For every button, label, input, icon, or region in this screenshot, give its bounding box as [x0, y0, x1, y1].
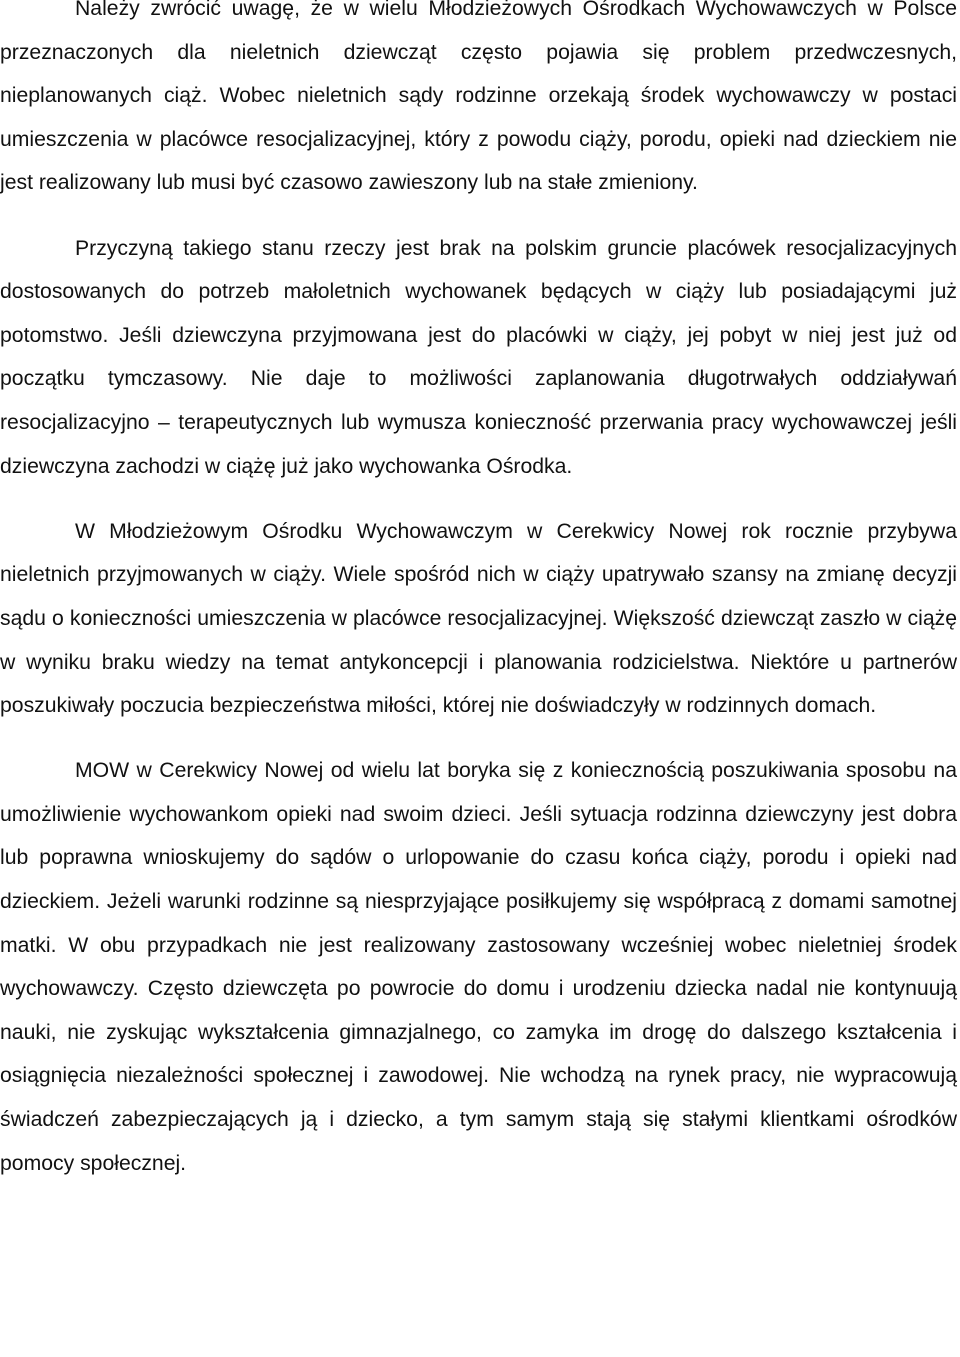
paragraph-2: Przyczyną takiego stanu rzeczy jest brak na polskim gruncie placówek resocjalizacyjnych dostosowanych do potrzeb małoletnich wychowanek będących w ciąży lub posiadającymi już potomstwo. Jeśli dziewczyna przyjmowana jest do placówki w ciąży, jej pobyt w niej jest już od początku tymczasowy. Nie daje to możliwości zaplanowania długotrwałych oddziaływań resocjalizacyjno – terapeutycznych lub wymusza konieczność przerwania pracy wychowawczej jeśli dziewczyna zachodzi w ciążę już jako wychowanka Ośrodka.: [0, 236, 957, 478]
paragraph-4: MOW w Cerekwicy Nowej od wielu lat boryka się z koniecznością poszukiwania sposobu na umożliwienie wychowankom opieki nad swoim dzieci. Jeśli sytuacja rodzinna dziewczyny jest dobra lub poprawna wnioskujemy do sądów o urlopowanie do czasu końca ciąży, porodu i opieki nad dzieckiem. Jeżeli warunki rodzinne są niesprzyjające posiłkujemy się współpracą z domami samotnej matki. W obu przypadkach nie jest realizowany zastosowany wcześniej wobec nieletniej środek wychowawczy. Często dziewczęta po powrocie do domu i urodzeniu dziecka nadal nie kontynuują nauki, nie zyskując wykształcenia gimnazjalnego, co zamyka im drogę do dalszego kształcenia i osiągnięcia niezależności społecznej i zawodowej. Nie wchodzą na rynek pracy, nie wypracowują świadczeń zabezpieczających ją i dziecko, a tym samym stają się stałymi klientkami ośrodków pomocy społecznej.: [0, 759, 957, 1175]
paragraph-3: W Młodzieżowym Ośrodku Wychowawczym w Cerekwicy Nowej rok rocznie przybywa nieletnich przyjmowanych w ciąży. Wiele spośród nich w ciąży upatrywało szansy na zmianę decyzji sądu o konieczności umieszczenia w placówce resocjalizacyjnej. Większość dziewcząt zaszło w ciążę w wyniku braku wiedzy na temat antykoncepcji i planowania rodzicielstwa. Niektóre u partnerów poszukiwały poczucia bezpieczeństwa miłości, której nie doświadczyły w rodzinnych domach.: [0, 519, 957, 718]
paragraph-1: Należy zwrócić uwagę, że w wielu Młodzieżowych Ośrodkach Wychowawczych w Polsce przeznaczonych dla nieletnich dziewcząt często pojawia się problem przedwczesnych, nieplanowanych ciąż. Wobec nieletnich sądy rodzinne orzekają środek wychowawczy w postaci umieszczenia w placówce resocjalizacyjnej, który z powodu ciąży, porodu, opieki nad dzieckiem nie jest realizowany lub musi być czasowo zawieszony lub na stałe zmieniony.: [0, 0, 957, 195]
